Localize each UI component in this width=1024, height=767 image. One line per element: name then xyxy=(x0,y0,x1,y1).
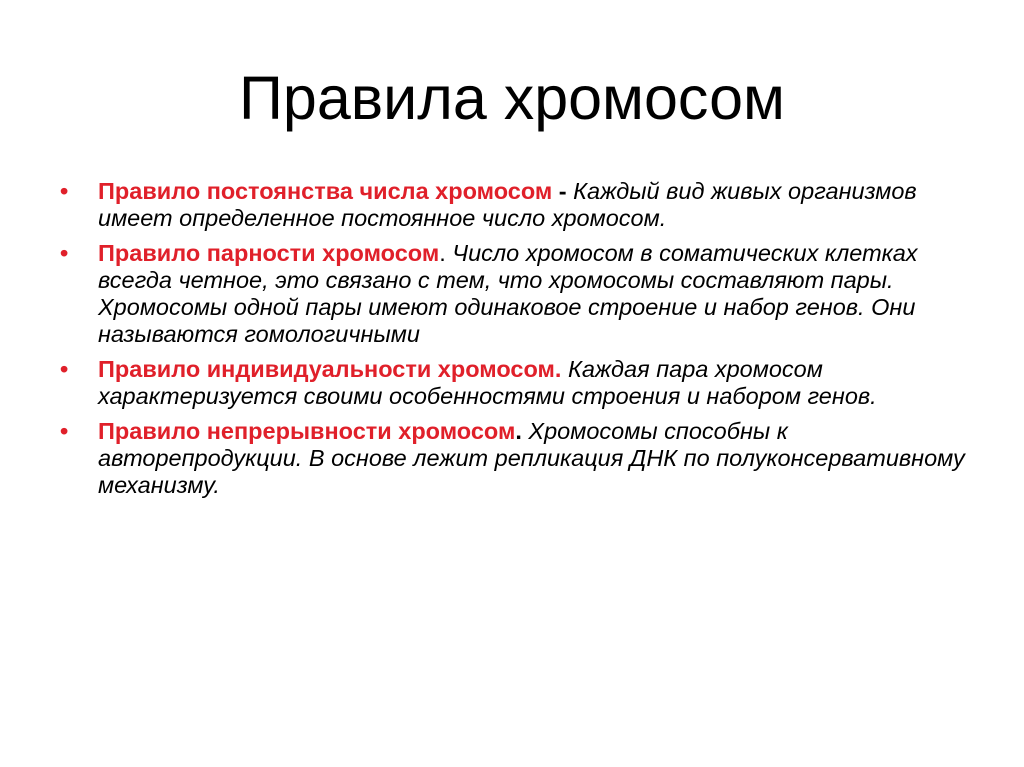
slide-title: Правила хромосом xyxy=(239,64,785,132)
rule-separator: - xyxy=(552,178,574,204)
rule-separator: . xyxy=(439,240,453,266)
bullet-item-constancy xyxy=(60,178,980,232)
rule-separator: . xyxy=(515,418,529,444)
rule-description: Каждая пара хромосом характеризуется своими особенностями строения и набором генов. xyxy=(98,356,877,409)
rule-description: Число хромосом в соматических клетках всегда четное, это связано с тем, что хромосомы составляют пары. Хромосомы одной пары имеют одинаковое строение и набор генов. Они называются гомологичными xyxy=(98,240,918,347)
rule-term: Правило индивидуальности хромосом. xyxy=(98,356,562,382)
rule-term: Правило непрерывности хромосом xyxy=(98,418,516,444)
bullet-dot-icon: • xyxy=(60,178,69,204)
bullet-dot-icon: • xyxy=(60,418,69,444)
rule-term: Правило постоянства числа хромосом xyxy=(98,178,553,204)
bullet-item-individuality xyxy=(60,356,980,410)
rule-description: Каждый вид живых организмов имеет определенное постоянное число хромосом. xyxy=(98,178,917,231)
bullet-item-pairing xyxy=(60,240,980,348)
bullet-dot-icon: • xyxy=(60,356,69,382)
bullet-list xyxy=(60,178,980,507)
rule-term: Правило парности хромосом xyxy=(98,240,440,266)
bullet-item-continuity xyxy=(60,418,980,499)
rule-description: Хромосомы способны к авторепродукции. В основе лежит репликация ДНК по полуконсервативному механизму. xyxy=(98,418,965,498)
bullet-dot-icon: • xyxy=(60,240,69,266)
